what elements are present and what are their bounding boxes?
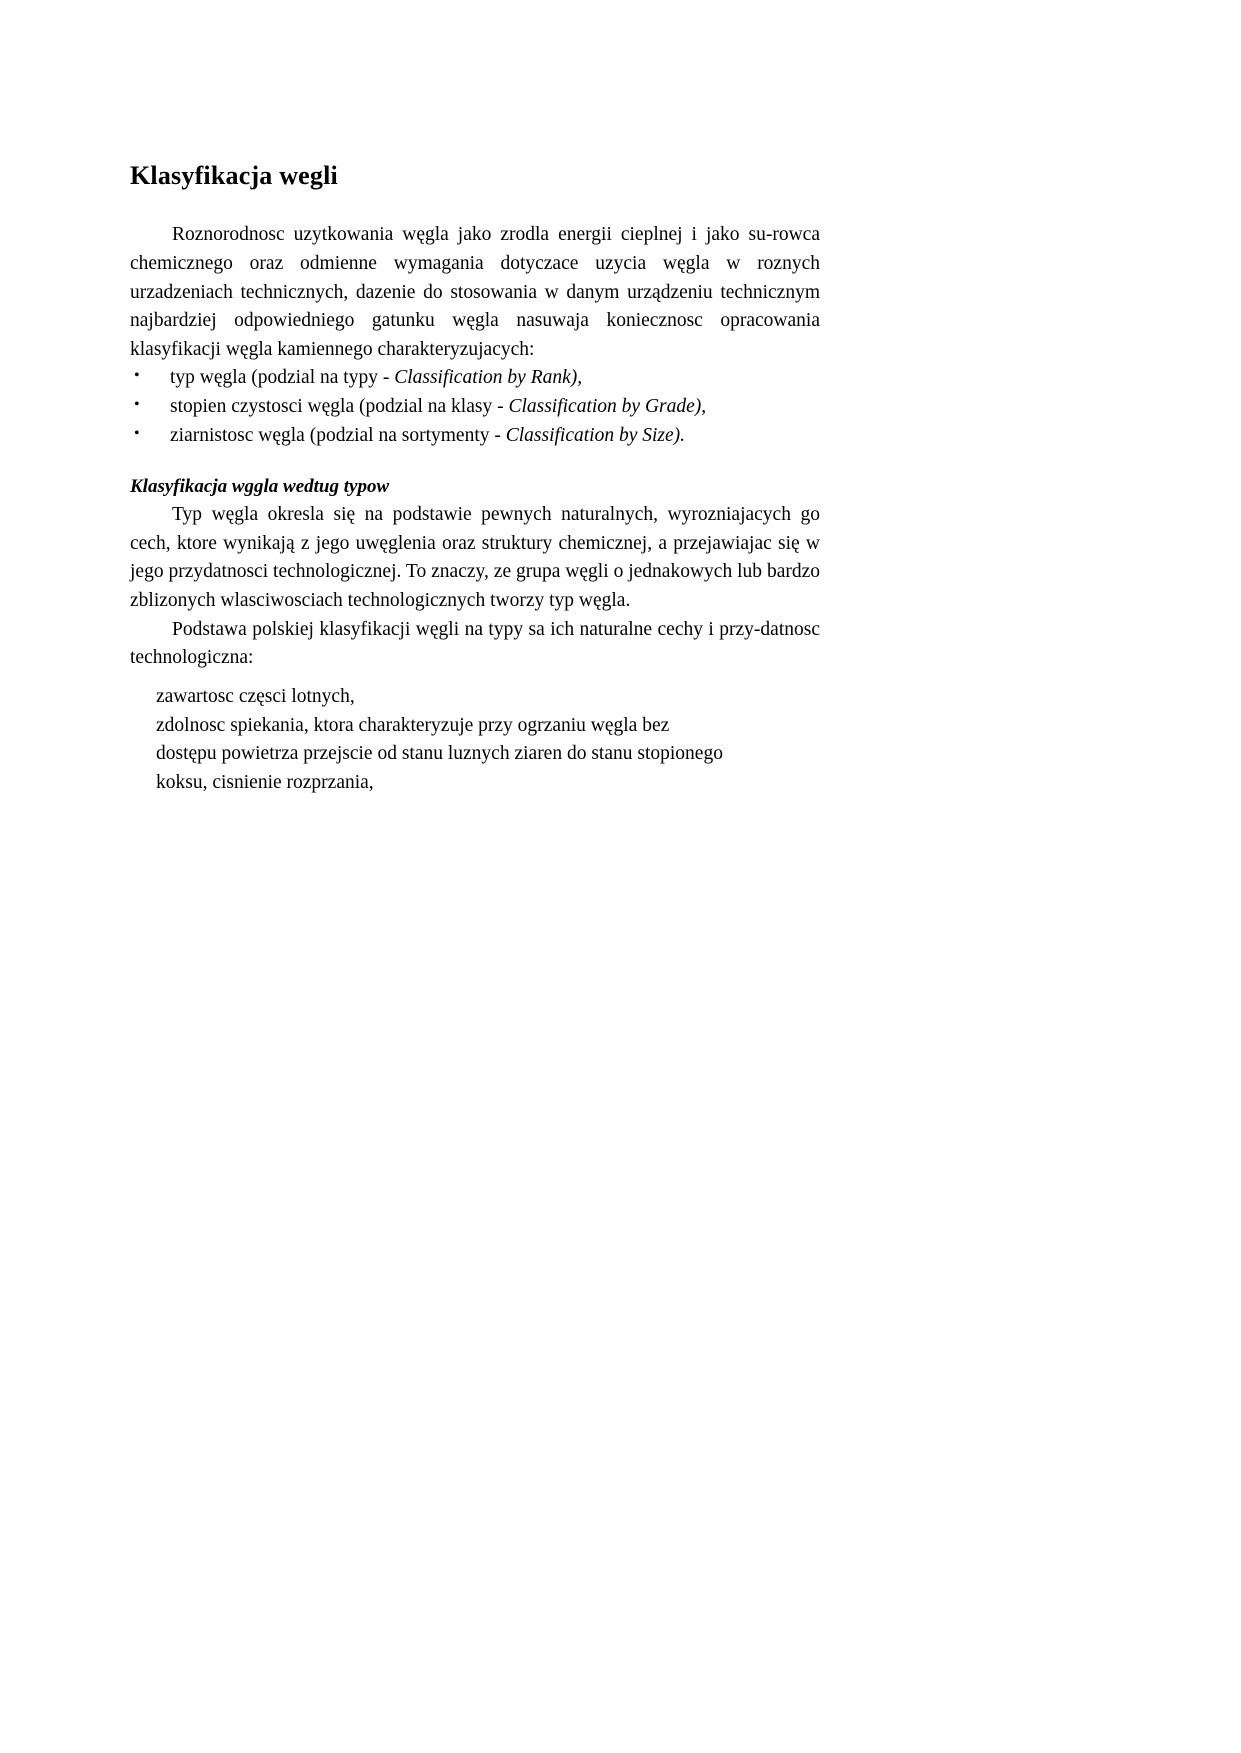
- list-item: zdolnosc spiekania, ktora charakteryzuje przy ogrzaniu węgla bez: [156, 714, 670, 736]
- page-title: Klasyfikacja wegli: [130, 161, 338, 190]
- document-content: [130, 160, 820, 798]
- bullet-italic-text: Classification by Size).: [505, 424, 686, 446]
- list-item: [130, 393, 820, 422]
- list-item: koksu, cisnienie rozprzania,: [156, 771, 374, 793]
- bullet-text: stopien czystosci węgla (podzial na klasy -: [170, 396, 509, 418]
- bullet-text: typ węgla (podzial na typy -: [170, 367, 395, 389]
- section-paragraph-1: Typ węgla okresla się na podstawie pewnych naturalnych, wyrozniajacych go cech, ktore wynikają z jego uwęglenia oraz struktury chemicznej, a przejawiajac się w jego przydatnosci technologicznej. To znaczy, ze grupa węgli o jednakowych lub bardzo zblizonych wlasciwosciach technologicznych tworzy typ węgla.: [130, 504, 820, 611]
- list-item: [130, 422, 820, 451]
- properties-list: [130, 683, 820, 798]
- list-item: dostępu powietrza przejscie od stanu luznych ziaren do stanu stopionego: [156, 743, 723, 765]
- intro-paragraph: Roznorodnosc uzytkowania węgla jako zrodla energii cieplnej i jako su-rowca chemicznego oraz odmienne wymagania dotyczace uzycia węgla w roznych urzadzeniach technicznych, dazenie do stosowania w danym urządzeniu technicznym najbardziej odpowiedniego gatunku węgla nasuwaja koniecznosc opracowania klasyfikacji węgla kamiennego charakteryzujacych:: [130, 224, 820, 360]
- list-item: [130, 364, 820, 393]
- section-paragraph-2: Podstawa polskiej klasyfikacji węgli na typy sa ich naturalne cechy i przy-datnosc technologiczna:: [130, 618, 820, 669]
- bullet-text: ziarnistosc węgla (podzial na sortymenty -: [170, 424, 506, 446]
- bullet-italic-text: Classification by Rank),: [394, 367, 583, 389]
- section-heading: Klasyfikacja wggla wedtug typow: [130, 476, 390, 498]
- classification-bullet-list: [130, 364, 820, 450]
- bullet-italic-text: Classification by Grade),: [508, 396, 707, 418]
- list-item: zawartosc częsci lotnych,: [156, 685, 355, 707]
